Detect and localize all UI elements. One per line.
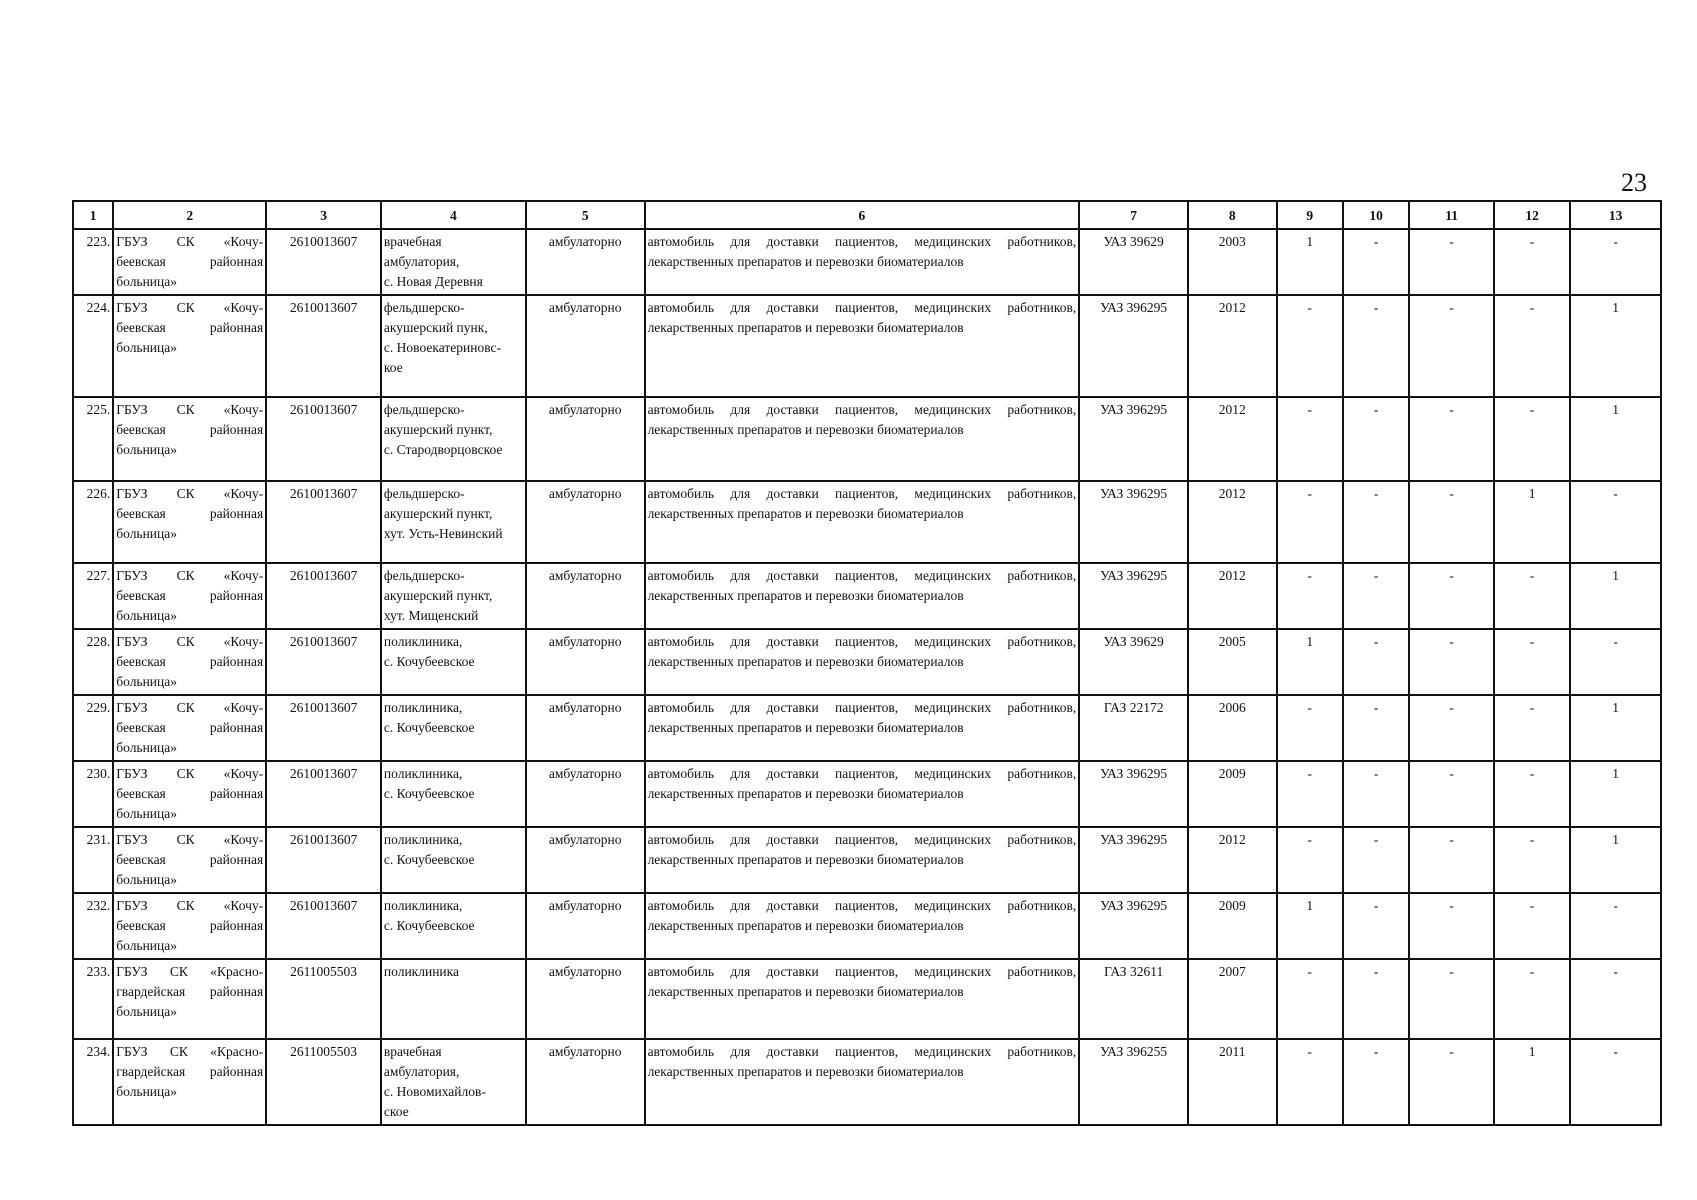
organization-name-line: больница» — [116, 526, 177, 541]
vehicle-year: 2012 — [1188, 397, 1277, 481]
col-9-value: - — [1277, 761, 1343, 827]
care-mode: амбулаторно — [526, 295, 645, 397]
organization-name — [113, 229, 266, 295]
col-12-value: - — [1494, 959, 1570, 1039]
facility-location-line: фельдшерско- — [383, 300, 465, 315]
organization-name-line: ГБУЗ СК «Кочу- — [116, 300, 264, 315]
facility-location-line: с. Кочубеевское — [383, 918, 475, 933]
vehicle-model: ГАЗ 32611 — [1079, 959, 1188, 1039]
col-9-value: - — [1277, 827, 1343, 893]
organization-name-line: беевская районная — [116, 852, 264, 867]
vehicle-purpose: автомобиль для доставки пациентов, медицинских работников, лекарственных препаратов и перевозки биоматериалов — [645, 397, 1080, 481]
col-10-value: - — [1343, 229, 1409, 295]
col-12-value: - — [1494, 397, 1570, 481]
organization-name-line: беевская районная — [116, 320, 264, 335]
col-13-value: - — [1570, 629, 1661, 695]
organization-name-line: беевская районная — [116, 588, 264, 603]
col-9-value: 1 — [1277, 629, 1343, 695]
facility-location-line: акушерский пункт, — [383, 588, 493, 603]
facility-location-line: с. Кочубеевское — [383, 786, 475, 801]
facility-location-line: ское — [383, 1104, 409, 1119]
col-9-value: - — [1277, 1039, 1343, 1125]
vehicle-purpose: автомобиль для доставки пациентов, медицинских работников, лекарственных препаратов и перевозки биоматериалов — [645, 229, 1080, 295]
facility-location — [381, 563, 526, 629]
facility-location-line: акушерский пунк, — [383, 320, 488, 335]
organization-name — [113, 295, 266, 397]
facility-location-line: поликлиника — [383, 964, 459, 979]
col-11-value: - — [1409, 893, 1494, 959]
row-number: 226. — [73, 481, 113, 563]
table-row — [73, 629, 1661, 695]
vehicle-purpose: автомобиль для доставки пациентов, медицинских работников, лекарственных препаратов и перевозки биоматериалов — [645, 761, 1080, 827]
organization-name-line: гвардейская районная — [116, 984, 264, 999]
col-10-value: - — [1343, 563, 1409, 629]
organization-name-line: больница» — [116, 1004, 177, 1019]
col-10-value: - — [1343, 397, 1409, 481]
col-10-value: - — [1343, 959, 1409, 1039]
column-header-11: 11 — [1409, 201, 1494, 229]
facility-location-line: фельдшерско- — [383, 486, 465, 501]
col-12-value: 1 — [1494, 481, 1570, 563]
vehicle-year: 2009 — [1188, 761, 1277, 827]
col-9-value: - — [1277, 959, 1343, 1039]
col-11-value: - — [1409, 629, 1494, 695]
table-row — [73, 695, 1661, 761]
care-mode: амбулаторно — [526, 761, 645, 827]
col-12-value: - — [1494, 761, 1570, 827]
vehicle-year: 2012 — [1188, 295, 1277, 397]
inn-code: 2610013607 — [266, 563, 381, 629]
column-header-4: 4 — [381, 201, 526, 229]
row-number: 233. — [73, 959, 113, 1039]
facility-location — [381, 761, 526, 827]
table-row — [73, 827, 1661, 893]
col-10-value: - — [1343, 695, 1409, 761]
row-number: 230. — [73, 761, 113, 827]
facility-location-line: акушерский пункт, — [383, 506, 493, 521]
facility-location — [381, 1039, 526, 1125]
vehicle-table — [72, 200, 1662, 1126]
organization-name-line: беевская районная — [116, 786, 264, 801]
col-12-value: - — [1494, 695, 1570, 761]
col-13-value: 1 — [1570, 695, 1661, 761]
col-9-value: - — [1277, 695, 1343, 761]
row-number: 225. — [73, 397, 113, 481]
col-9-value: 1 — [1277, 229, 1343, 295]
row-number: 228. — [73, 629, 113, 695]
table-row — [73, 761, 1661, 827]
vehicle-year: 2005 — [1188, 629, 1277, 695]
row-number: 229. — [73, 695, 113, 761]
inn-code: 2610013607 — [266, 761, 381, 827]
facility-location-line: хут. Мищенский — [383, 608, 479, 623]
organization-name-line: больница» — [116, 740, 177, 755]
vehicle-model: УАЗ 396255 — [1079, 1039, 1188, 1125]
column-header-5: 5 — [526, 201, 645, 229]
vehicle-table-container — [72, 200, 1662, 1126]
column-header-3: 3 — [266, 201, 381, 229]
facility-location-line: с. Новая Деревня — [383, 274, 483, 289]
facility-location-line: кое — [383, 360, 403, 375]
vehicle-year: 2011 — [1188, 1039, 1277, 1125]
vehicle-model: УАЗ 396295 — [1079, 893, 1188, 959]
col-11-value: - — [1409, 295, 1494, 397]
organization-name-line: больница» — [116, 274, 177, 289]
facility-location — [381, 893, 526, 959]
col-13-value: 1 — [1570, 827, 1661, 893]
col-12-value: - — [1494, 563, 1570, 629]
col-13-value: 1 — [1570, 761, 1661, 827]
col-12-value: - — [1494, 827, 1570, 893]
facility-location — [381, 229, 526, 295]
column-header-12: 12 — [1494, 201, 1570, 229]
column-header-9: 9 — [1277, 201, 1343, 229]
facility-location — [381, 481, 526, 563]
col-13-value: - — [1570, 959, 1661, 1039]
organization-name-line: больница» — [116, 806, 177, 821]
facility-location — [381, 397, 526, 481]
column-header-2: 2 — [113, 201, 266, 229]
column-header-7: 7 — [1079, 201, 1188, 229]
row-number: 231. — [73, 827, 113, 893]
facility-location — [381, 959, 526, 1039]
table-row — [73, 295, 1661, 397]
col-10-value: - — [1343, 295, 1409, 397]
inn-code: 2611005503 — [266, 959, 381, 1039]
page-number: 23 — [1621, 168, 1647, 197]
vehicle-year: 2012 — [1188, 563, 1277, 629]
col-10-value: - — [1343, 893, 1409, 959]
col-11-value: - — [1409, 229, 1494, 295]
row-number: 224. — [73, 295, 113, 397]
row-number: 227. — [73, 563, 113, 629]
vehicle-purpose: автомобиль для доставки пациентов, медицинских работников, лекарственных препаратов и перевозки биоматериалов — [645, 959, 1080, 1039]
vehicle-year: 2003 — [1188, 229, 1277, 295]
organization-name — [113, 629, 266, 695]
vehicle-year: 2012 — [1188, 827, 1277, 893]
vehicle-purpose: автомобиль для доставки пациентов, медицинских работников, лекарственных препаратов и перевозки биоматериалов — [645, 563, 1080, 629]
vehicle-model: УАЗ 396295 — [1079, 481, 1188, 563]
organization-name-line: беевская районная — [116, 918, 264, 933]
organization-name-line: больница» — [116, 938, 177, 953]
care-mode: амбулаторно — [526, 397, 645, 481]
organization-name-line: больница» — [116, 1084, 177, 1099]
care-mode: амбулаторно — [526, 481, 645, 563]
inn-code: 2610013607 — [266, 295, 381, 397]
facility-location-line: амбулатория, — [383, 254, 460, 269]
facility-location-line: хут. Усть-Невинский — [383, 526, 503, 541]
facility-location — [381, 827, 526, 893]
vehicle-purpose: автомобиль для доставки пациентов, медицинских работников, лекарственных препаратов и перевозки биоматериалов — [645, 827, 1080, 893]
col-10-value: - — [1343, 761, 1409, 827]
vehicle-purpose: автомобиль для доставки пациентов, медицинских работников, лекарственных препаратов и перевозки биоматериалов — [645, 481, 1080, 563]
facility-location-line: с. Кочубеевское — [383, 720, 475, 735]
inn-code: 2610013607 — [266, 695, 381, 761]
table-row — [73, 959, 1661, 1039]
col-12-value: - — [1494, 229, 1570, 295]
organization-name-line: больница» — [116, 608, 177, 623]
col-13-value: 1 — [1570, 295, 1661, 397]
care-mode: амбулаторно — [526, 827, 645, 893]
facility-location-line: с. Кочубеевское — [383, 852, 475, 867]
col-12-value: - — [1494, 295, 1570, 397]
col-10-value: - — [1343, 629, 1409, 695]
col-11-value: - — [1409, 959, 1494, 1039]
vehicle-model: ГАЗ 22172 — [1079, 695, 1188, 761]
facility-location-line: с. Стародворцовское — [383, 442, 503, 457]
facility-location-line: поликлиника, — [383, 700, 463, 715]
organization-name-line: больница» — [116, 340, 177, 355]
organization-name-line: ГБУЗ СК «Кочу- — [116, 832, 264, 847]
organization-name — [113, 827, 266, 893]
organization-name — [113, 959, 266, 1039]
col-11-value: - — [1409, 481, 1494, 563]
organization-name — [113, 761, 266, 827]
organization-name-line: ГБУЗ СК «Кочу- — [116, 766, 264, 781]
vehicle-purpose: автомобиль для доставки пациентов, медицинских работников, лекарственных препаратов и перевозки биоматериалов — [645, 893, 1080, 959]
vehicle-year: 2009 — [1188, 893, 1277, 959]
facility-location-line: поликлиника, — [383, 898, 463, 913]
col-11-value: - — [1409, 563, 1494, 629]
organization-name-line: беевская районная — [116, 506, 264, 521]
vehicle-purpose: автомобиль для доставки пациентов, медицинских работников, лекарственных препаратов и перевозки биоматериалов — [645, 295, 1080, 397]
col-9-value: 1 — [1277, 893, 1343, 959]
organization-name-line: беевская районная — [116, 422, 264, 437]
organization-name — [113, 1039, 266, 1125]
organization-name-line: ГБУЗ СК «Кочу- — [116, 898, 264, 913]
column-header-13: 13 — [1570, 201, 1661, 229]
organization-name-line: больница» — [116, 674, 177, 689]
facility-location-line: амбулатория, — [383, 1064, 460, 1079]
vehicle-year: 2012 — [1188, 481, 1277, 563]
col-12-value: 1 — [1494, 1039, 1570, 1125]
facility-location-line: с. Новомихайлов- — [383, 1084, 486, 1099]
organization-name — [113, 481, 266, 563]
col-11-value: - — [1409, 827, 1494, 893]
facility-location-line: поликлиника, — [383, 832, 463, 847]
organization-name-line: ГБУЗ СК «Кочу- — [116, 568, 264, 583]
table-row — [73, 563, 1661, 629]
care-mode: амбулаторно — [526, 629, 645, 695]
table-row — [73, 893, 1661, 959]
organization-name-line: беевская районная — [116, 720, 264, 735]
vehicle-purpose: автомобиль для доставки пациентов, медицинских работников, лекарственных препаратов и перевозки биоматериалов — [645, 695, 1080, 761]
facility-location-line: поликлиника, — [383, 634, 463, 649]
row-number: 223. — [73, 229, 113, 295]
col-10-value: - — [1343, 1039, 1409, 1125]
organization-name-line: ГБУЗ СК «Кочу- — [116, 402, 264, 417]
organization-name-line: ГБУЗ СК «Кочу- — [116, 234, 264, 249]
inn-code: 2610013607 — [266, 629, 381, 695]
organization-name-line: ГБУЗ СК «Кочу- — [116, 486, 264, 501]
vehicle-model: УАЗ 396295 — [1079, 827, 1188, 893]
table-row — [73, 229, 1661, 295]
inn-code: 2610013607 — [266, 229, 381, 295]
care-mode: амбулаторно — [526, 959, 645, 1039]
col-10-value: - — [1343, 481, 1409, 563]
organization-name-line: ГБУЗ СК «Кочу- — [116, 634, 264, 649]
inn-code: 2610013607 — [266, 827, 381, 893]
col-13-value: 1 — [1570, 397, 1661, 481]
facility-location — [381, 295, 526, 397]
column-header-6: 6 — [645, 201, 1080, 229]
col-11-value: - — [1409, 1039, 1494, 1125]
col-9-value: - — [1277, 295, 1343, 397]
facility-location — [381, 695, 526, 761]
column-header-1: 1 — [73, 201, 113, 229]
row-number: 234. — [73, 1039, 113, 1125]
vehicle-purpose: автомобиль для доставки пациентов, медицинских работников, лекарственных препаратов и перевозки биоматериалов — [645, 1039, 1080, 1125]
col-9-value: - — [1277, 563, 1343, 629]
facility-location-line: врачебная — [383, 1044, 442, 1059]
col-9-value: - — [1277, 481, 1343, 563]
vehicle-model: УАЗ 39629 — [1079, 629, 1188, 695]
col-9-value: - — [1277, 397, 1343, 481]
facility-location-line: с. Новоекатериновс- — [383, 340, 501, 355]
organization-name — [113, 397, 266, 481]
facility-location — [381, 629, 526, 695]
table-row — [73, 397, 1661, 481]
col-12-value: - — [1494, 629, 1570, 695]
care-mode: амбулаторно — [526, 563, 645, 629]
col-13-value: - — [1570, 229, 1661, 295]
organization-name-line: больница» — [116, 872, 177, 887]
col-11-value: - — [1409, 761, 1494, 827]
col-10-value: - — [1343, 827, 1409, 893]
col-13-value: - — [1570, 893, 1661, 959]
row-number: 232. — [73, 893, 113, 959]
organization-name-line: ГБУЗ СК «Красно- — [116, 964, 264, 979]
facility-location-line: акушерский пункт, — [383, 422, 493, 437]
organization-name — [113, 893, 266, 959]
table-row — [73, 1039, 1661, 1125]
facility-location-line: фельдшерско- — [383, 402, 465, 417]
care-mode: амбулаторно — [526, 893, 645, 959]
organization-name-line: беевская районная — [116, 254, 264, 269]
care-mode: амбулаторно — [526, 1039, 645, 1125]
facility-location-line: с. Кочубеевское — [383, 654, 475, 669]
care-mode: амбулаторно — [526, 695, 645, 761]
vehicle-model: УАЗ 396295 — [1079, 563, 1188, 629]
table-row — [73, 481, 1661, 563]
col-13-value: - — [1570, 1039, 1661, 1125]
inn-code: 2611005503 — [266, 1039, 381, 1125]
col-11-value: - — [1409, 397, 1494, 481]
care-mode: амбулаторно — [526, 229, 645, 295]
facility-location-line: поликлиника, — [383, 766, 463, 781]
vehicle-model: УАЗ 396295 — [1079, 397, 1188, 481]
organization-name-line: беевская районная — [116, 654, 264, 669]
inn-code: 2610013607 — [266, 397, 381, 481]
organization-name-line: больница» — [116, 442, 177, 457]
organization-name-line: ГБУЗ СК «Красно- — [116, 1044, 264, 1059]
organization-name — [113, 563, 266, 629]
facility-location-line: фельдшерско- — [383, 568, 465, 583]
col-13-value: - — [1570, 481, 1661, 563]
vehicle-year: 2007 — [1188, 959, 1277, 1039]
vehicle-year: 2006 — [1188, 695, 1277, 761]
col-13-value: 1 — [1570, 563, 1661, 629]
vehicle-purpose: автомобиль для доставки пациентов, медицинских работников, лекарственных препаратов и перевозки биоматериалов — [645, 629, 1080, 695]
col-12-value: - — [1494, 893, 1570, 959]
header-row — [73, 201, 1661, 229]
table-body — [73, 229, 1661, 1125]
column-header-10: 10 — [1343, 201, 1409, 229]
organization-name-line: гвардейская районная — [116, 1064, 264, 1079]
vehicle-model: УАЗ 39629 — [1079, 229, 1188, 295]
column-header-8: 8 — [1188, 201, 1277, 229]
col-11-value: - — [1409, 695, 1494, 761]
inn-code: 2610013607 — [266, 893, 381, 959]
vehicle-model: УАЗ 396295 — [1079, 295, 1188, 397]
inn-code: 2610013607 — [266, 481, 381, 563]
organization-name-line: ГБУЗ СК «Кочу- — [116, 700, 264, 715]
organization-name — [113, 695, 266, 761]
vehicle-model: УАЗ 396295 — [1079, 761, 1188, 827]
facility-location-line: врачебная — [383, 234, 442, 249]
